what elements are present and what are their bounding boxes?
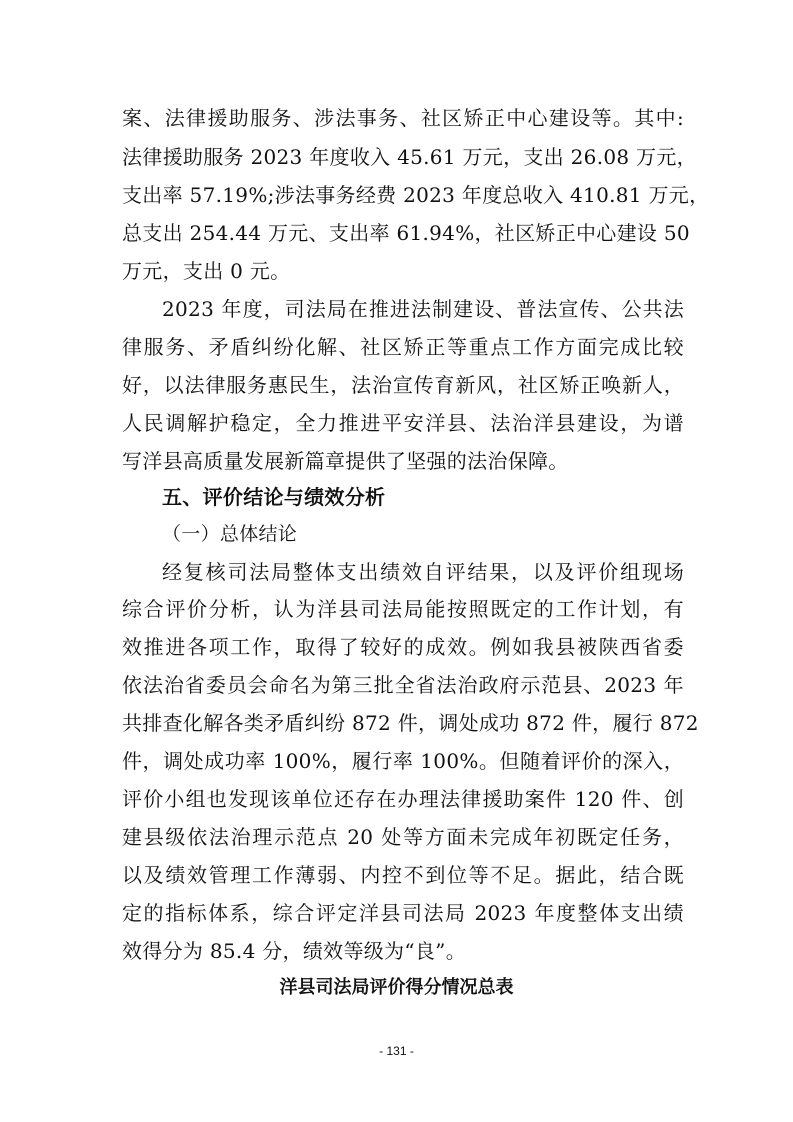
body-text-line: 共排查化解各类矛盾纠纷 872 件，调处成功 872 件，履行 872 [122,711,699,735]
body-text-line: 案、法律援助服务、涉法事务、社区矫正中心建设等。其中: [122,106,684,130]
body-text-line: 评价小组也发现该单位还存在办理法律援助案件 120 件、创 [122,787,684,811]
body-text-line: 建县级依法治理示范点 20 处等方面未完成年初既定任务， [122,825,684,849]
body-text-line: 效得分为 85.4 分，绩效等级为“良”。 [122,939,466,963]
body-text-line: 总支出 254.44 万元、支出率 61.94%，社区矫正中心建设 50 [122,221,690,245]
body-text-line: 综合评价分析，认为洋县司法局能按照既定的工作计划，有 [122,597,684,621]
body-text-line: 以及绩效管理工作薄弱、内控不到位等不足。据此，结合既 [122,863,684,887]
body-text-line: 法律援助服务 2023 年度收入 45.61 万元，支出 26.08 万元， [122,145,697,169]
body-text-line: 写洋县高质量发展新篇章提供了坚强的法治保障。 [122,449,569,473]
table-title: 洋县司法局评价得分情况总表 [279,977,514,998]
body-text-line: 人民调解护稳定，全力推进平安洋县、法治洋县建设，为谱 [122,411,684,435]
body-text-line: 依法治省委员会命名为第三批全省法治政府示范县、2023 年 [122,673,684,697]
body-text-line: 好，以法律服务惠民生，法治宣传育新风，社区矫正唤新人， [122,373,684,397]
subsection-heading: （一）总体结论 [162,523,298,545]
body-text-line: 定的指标体系，综合评定洋县司法局 2023 年度整体支出绩 [122,901,684,925]
body-text-line: 效推进各项工作，取得了较好的成效。例如我县被陕西省委 [122,635,684,659]
section-heading: 五、评价结论与绩效分析 [162,485,386,509]
page-number: - 131 - [379,1044,414,1058]
paragraph-first-line: 经复核司法局整体支出绩效自评结果，以及评价组现场 [162,560,684,584]
paragraph-first-line: 2023 年度，司法局在推进法制建设、普法宣传、公共法 [162,297,684,321]
body-text-line: 支出率 57.19%;涉法事务经费 2023 年度总收入 410.81 万元， [122,183,710,207]
body-text-line: 律服务、矛盾纠纷化解、社区矫正等重点工作方面完成比较 [122,335,684,359]
body-text-line: 件，调处成功率 100%，履行率 100%。但随着评价的深入， [122,749,684,773]
body-text-line: 万元，支出 0 元。 [122,259,291,283]
